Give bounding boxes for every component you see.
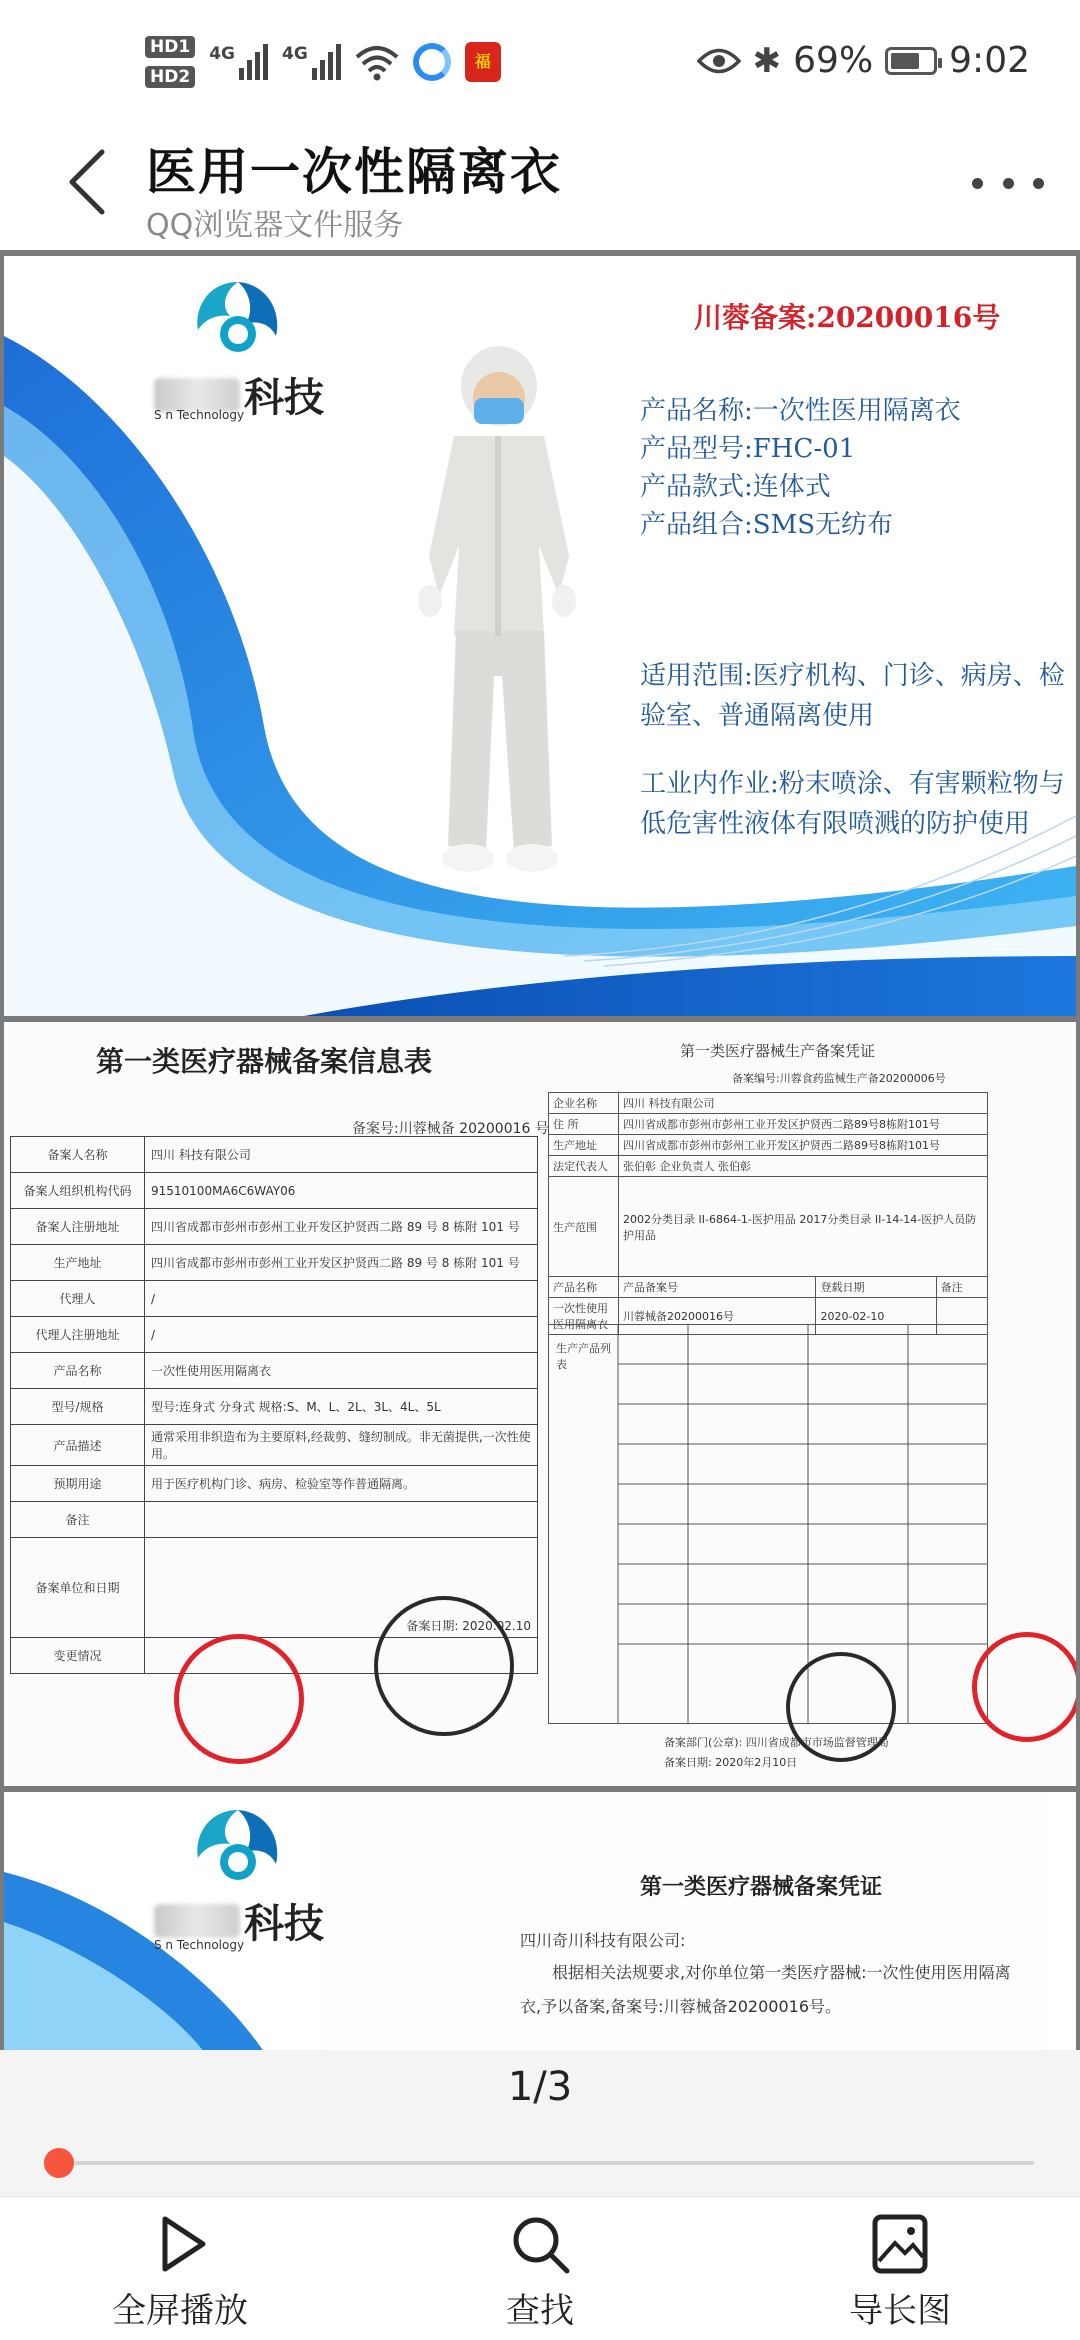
product-list-label: 生产产品列表 <box>556 1342 611 1371</box>
production-cert-title: 第一类医疗器械生产备案凭证 <box>680 1042 876 1060</box>
table-row: 代理人注册地址 / <box>11 1317 538 1353</box>
spec-line: 产品名称:一次性医用隔离衣 <box>640 396 961 426</box>
company-red-seal <box>174 1634 304 1764</box>
table-row: 一次性使用医用隔离衣 川蓉械备20200016号 2020-02-10 <box>549 1298 988 1335</box>
filing-certificate <box>324 1792 1044 2050</box>
more-options-button[interactable] <box>972 168 1044 198</box>
industrial-use: 工业内作业:粉末喷涂、有害颗粒物与低危害性液体有限喷溅的防护使用 <box>640 769 1065 839</box>
export-long-image-button[interactable] <box>780 2211 1020 2340</box>
table-row: 备案人组织机构代码 91510100MA6C6WAY06 <box>11 1173 538 1209</box>
company-red-seal-2 <box>972 1632 1076 1742</box>
filing-form-table <box>10 1136 538 1674</box>
table-row: 备注 <box>11 1502 538 1538</box>
table-row: 住 所 四川省成都市彭州市彭州工业开发区护贤西二路89号8栋附101号 <box>549 1114 988 1135</box>
table-row: 预期用途 用于医疗机构门诊、病房、检验室等作普通隔离。 <box>11 1466 538 1502</box>
status-bar <box>0 0 1080 130</box>
long-image-label: 导长图 <box>849 2291 951 2331</box>
table-row: 备案人名称 四川 科技有限公司 <box>11 1137 538 1173</box>
company-name-en: S n Technology <box>154 1938 245 1952</box>
document-page-2 <box>4 1022 1076 1786</box>
table-row: 产品描述 通常采用非织造布为主要原料,经裁剪、缝纫制成。非无菌提供,一次性使用。 <box>11 1425 538 1466</box>
battery-percent: 69% <box>793 40 874 81</box>
spec-line: 产品组合:SMS无纺布 <box>640 510 894 540</box>
production-cert-no: 备案编号:川蓉食药监械生产备20200006号 <box>732 1072 946 1085</box>
authority-seal <box>374 1596 514 1736</box>
clock: 9:02 <box>949 40 1030 81</box>
long-image-icon <box>867 2211 933 2277</box>
red-app-notification-icon: 福 <box>465 42 501 82</box>
hd-voice-1-badge: HD1 <box>145 36 195 58</box>
usage-scope: 适用范围:医疗机构、门诊、病房、检验室、普通隔离使用 <box>640 661 1065 731</box>
back-button[interactable] <box>58 142 118 222</box>
battery-icon <box>885 47 937 75</box>
table-row: 产品名称 一次性使用医用隔离衣 <box>11 1353 538 1389</box>
issue-date: 备案日期: 2020年2月10日 <box>664 1756 798 1769</box>
wifi-icon <box>355 43 399 81</box>
document-page-3 <box>4 1792 1076 2050</box>
document-viewer[interactable] <box>0 250 1080 2050</box>
filing-form-record-no: 备案号:川蓉械备 20200016 号 <box>352 1121 549 1137</box>
bluetooth-icon: ✱ <box>752 40 782 81</box>
issuing-authority: 备案部门(公章): 四川省成都市市场监督管理局 <box>664 1736 889 1749</box>
eye-icon <box>697 46 741 76</box>
spec-line: 产品型号:FHC-01 <box>640 434 856 464</box>
isolation-gown-photo <box>394 346 604 886</box>
table-row: 备案人注册地址 四川省成都市彭州市彭州工业开发区护贤西二路 89 号 8 栋附 101 号 <box>11 1209 538 1245</box>
production-cert-table <box>548 1092 988 1335</box>
page-subtitle: QQ浏览器文件服务 <box>146 208 404 243</box>
table-row: 变更情况 <box>11 1638 538 1674</box>
table-row: 代理人 / <box>11 1281 538 1317</box>
fullscreen-play-button[interactable] <box>60 2211 300 2340</box>
signal-icon: 4G <box>209 44 268 80</box>
company-name: 科技 <box>154 1892 324 1949</box>
filing-form-title: 第一类医疗器械备案信息表 <box>96 1045 433 1078</box>
company-name-en: S n Technology <box>154 408 245 422</box>
document-page-1 <box>4 256 1076 1016</box>
signal-icon-2: 4G <box>282 44 341 80</box>
page-counter: 1/3 <box>507 2064 573 2110</box>
slider-track[interactable] <box>44 2161 1034 2165</box>
table-header: 产品名称 产品备案号 登载日期 备注 <box>549 1277 988 1298</box>
certificate-title: 第一类医疗器械备案凭证 <box>640 1875 883 1900</box>
certificate-body: 根据相关法规要求,对你单位第一类医疗器械:一次性使用医用隔离衣,予以备案,备案号:川蓉械备20200016号。 <box>520 1963 1011 2016</box>
company-logo-icon <box>190 276 286 372</box>
slider-thumb[interactable] <box>44 2148 74 2178</box>
company-logo <box>190 276 286 376</box>
table-row: 型号/规格 型号:连身式 分身式 规格:S、M、L、2L、3L、4L、5L <box>11 1389 538 1425</box>
search-icon <box>507 2211 573 2277</box>
certificate-company: 四川奇川科技有限公司: <box>520 1931 686 1950</box>
company-name: 科技 <box>154 366 324 423</box>
product-spec-list <box>640 392 961 544</box>
page-title: 医用一次性隔离衣 <box>146 143 562 201</box>
page-progress-slider[interactable] <box>44 2148 1034 2178</box>
table-row: 生产范围 2002分类目录 II-6864-1-医护用品 2017分类目录 II-14-14-医护人员防护用品 <box>549 1177 988 1277</box>
spec-line: 产品款式:连体式 <box>640 472 831 502</box>
product-list-grid <box>548 1324 988 1724</box>
table-row: 企业名称 四川 科技有限公司 <box>549 1093 988 1114</box>
table-row: 备案单位和日期 备案日期: 2020.02.10 <box>11 1538 538 1638</box>
find-label: 查找 <box>506 2291 574 2331</box>
company-logo <box>190 1804 286 1904</box>
play-icon <box>147 2211 213 2277</box>
table-row: 生产地址 四川省成都市彭州市彭州工业开发区护贤西二路89号8栋附101号 <box>549 1135 988 1156</box>
table-row: 生产地址 四川省成都市彭州市彭州工业开发区护贤西二路 89 号 8 栋附 101 号 <box>11 1245 538 1281</box>
authority-seal-2 <box>786 1652 896 1762</box>
company-logo-icon <box>190 1804 286 1900</box>
title-bar <box>0 130 1080 250</box>
hd-voice-2-badge: HD2 <box>145 66 195 88</box>
bottom-toolbar <box>0 2196 1080 2340</box>
fullscreen-play-label: 全屏播放 <box>112 2291 248 2331</box>
table-row: 法定代表人 张伯彰 企业负责人 张伯彰 <box>549 1156 988 1177</box>
qq-browser-notification-icon <box>413 43 451 81</box>
find-button[interactable] <box>420 2211 660 2340</box>
filing-number: 川蓉备案:20200016号 <box>694 301 1001 334</box>
